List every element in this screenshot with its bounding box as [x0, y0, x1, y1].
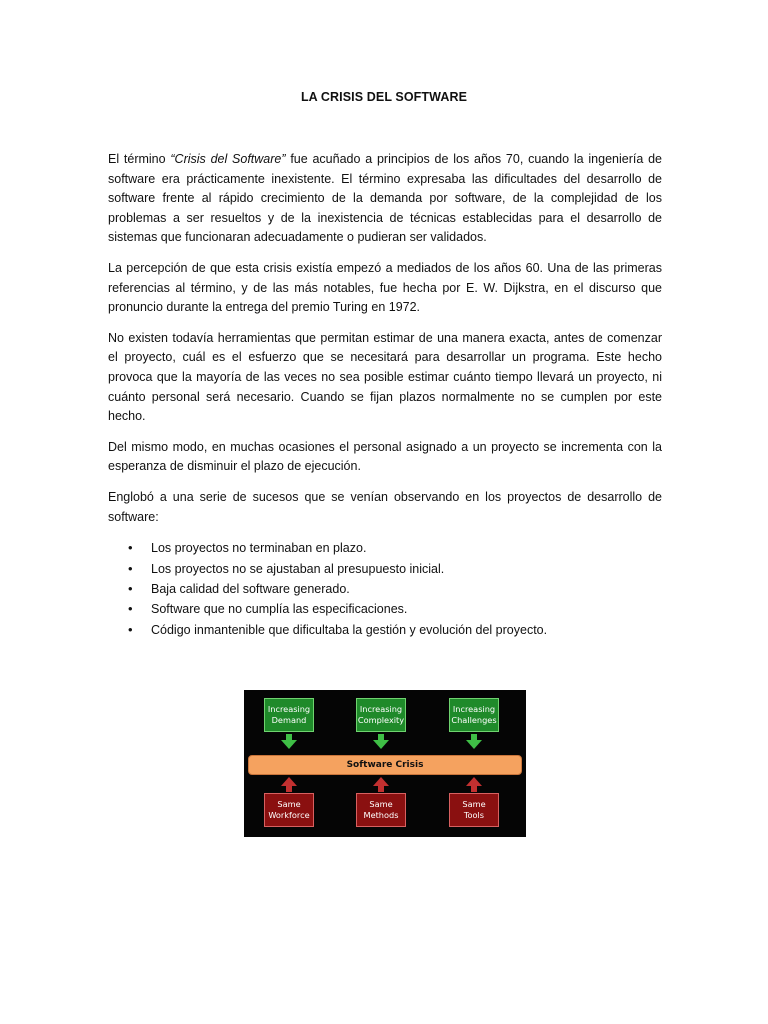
software-crisis-bar: Software Crisis — [248, 755, 522, 775]
list-item-text: Baja calidad del software generado. — [151, 581, 350, 596]
same-tools-box — [449, 793, 499, 827]
list-item — [108, 579, 662, 599]
list-item — [108, 620, 662, 640]
bullet-icon: • — [128, 580, 133, 596]
list-item — [108, 599, 662, 619]
box-label-line1: Same — [369, 799, 393, 809]
up-arrow-stem — [286, 786, 292, 792]
box-label-line2: Demand — [271, 715, 307, 725]
paragraph-1-start: El término — [108, 152, 171, 166]
box-label-line2: Challenges — [451, 715, 497, 725]
box-label-line2: Methods — [363, 810, 399, 820]
list-item — [108, 559, 662, 579]
document-body — [108, 150, 662, 640]
box-label-line1: Increasing — [452, 704, 496, 714]
list-item-text: Los proyectos no se ajustaban al presupuesto inicial. — [151, 561, 445, 576]
bullet-icon: • — [128, 560, 133, 576]
paragraph-1-emphasis: “Crisis del Software” — [170, 152, 286, 166]
up-arrow-icon — [281, 777, 297, 786]
paragraph-1 — [108, 150, 662, 248]
box-label-line1: Same — [277, 799, 301, 809]
bullet-list — [108, 538, 662, 640]
paragraph-4: Del mismo modo, en muchas ocasiones el personal asignado a un proyecto se incrementa con la esperanza de disminuir el plazo de ejecución. — [108, 439, 662, 474]
increasing-complexity-box — [356, 698, 406, 732]
paragraph-1-end: fue acuñado a principios de los años 70, cuando la ingeniería de software era prácticamente inexistente. El término expresaba las dificultades del desarrollo de software frente al rápido crecimiento de la demanda por software, de la complejidad de los problemas a ser resueltos y de la inexistencia de técnicas establecidas para el desarrollo de sistemas que funcionaran adecuadamente o pudieran ser validados. — [108, 152, 662, 245]
up-arrow-stem — [378, 786, 384, 792]
software-crisis-diagram — [244, 690, 526, 837]
same-workforce-box — [264, 793, 314, 827]
list-item — [108, 538, 662, 558]
box-label-line1: Increasing — [359, 704, 403, 714]
box-label-line2: Tools — [463, 810, 485, 820]
increasing-demand-box — [264, 698, 314, 732]
down-arrow-icon — [466, 740, 482, 749]
box-label-line1: Increasing — [267, 704, 311, 714]
up-arrow-stem — [471, 786, 477, 792]
up-arrow-icon — [466, 777, 482, 786]
up-arrow-icon — [373, 777, 389, 786]
increasing-challenges-box — [449, 698, 499, 732]
down-arrow-icon — [281, 740, 297, 749]
paragraph-2: La percepción de que esta crisis existía empezó a mediados de los años 60. Una de las primeras referencias al término, y de las más notables, fue hecha por E. W. Dijkstra, en el discurso que pronuncio durante la entrega del premio Turing en 1972. — [108, 260, 662, 315]
same-methods-box — [356, 793, 406, 827]
list-item-text: Los proyectos no terminaban en plazo. — [151, 541, 367, 556]
page-title: LA CRISIS DEL SOFTWARE — [300, 90, 468, 104]
list-item-text: Software que no cumplía las especificaciones. — [151, 602, 408, 617]
bullet-icon: • — [128, 621, 133, 637]
down-arrow-icon — [373, 740, 389, 749]
box-label-line2: Complexity — [357, 715, 405, 725]
bullet-icon: • — [128, 601, 133, 617]
box-label-line1: Same — [462, 799, 486, 809]
bullet-icon: • — [128, 540, 133, 556]
paragraph-3: No existen todavía herramientas que permitan estimar de una manera exacta, antes de comenzar el proyecto, cuál es el esfuerzo que se necesitará para desarrollar un programa. Este hecho provoca que la mayoría de las veces no sea posible estimar cuánto tiempo llevará un proyecto, ni cuánto personal será necesario. Cuando se fijan plazos normalmente no se cumplen por este hecho. — [108, 330, 662, 424]
paragraph-5: Englobó a una serie de sucesos que se venían observando en los proyectos de desarrollo de software: — [108, 489, 662, 524]
box-label-line2: Workforce — [268, 810, 310, 820]
list-item-text: Código inmantenible que dificultaba la gestión y evolución del proyecto. — [151, 622, 548, 637]
